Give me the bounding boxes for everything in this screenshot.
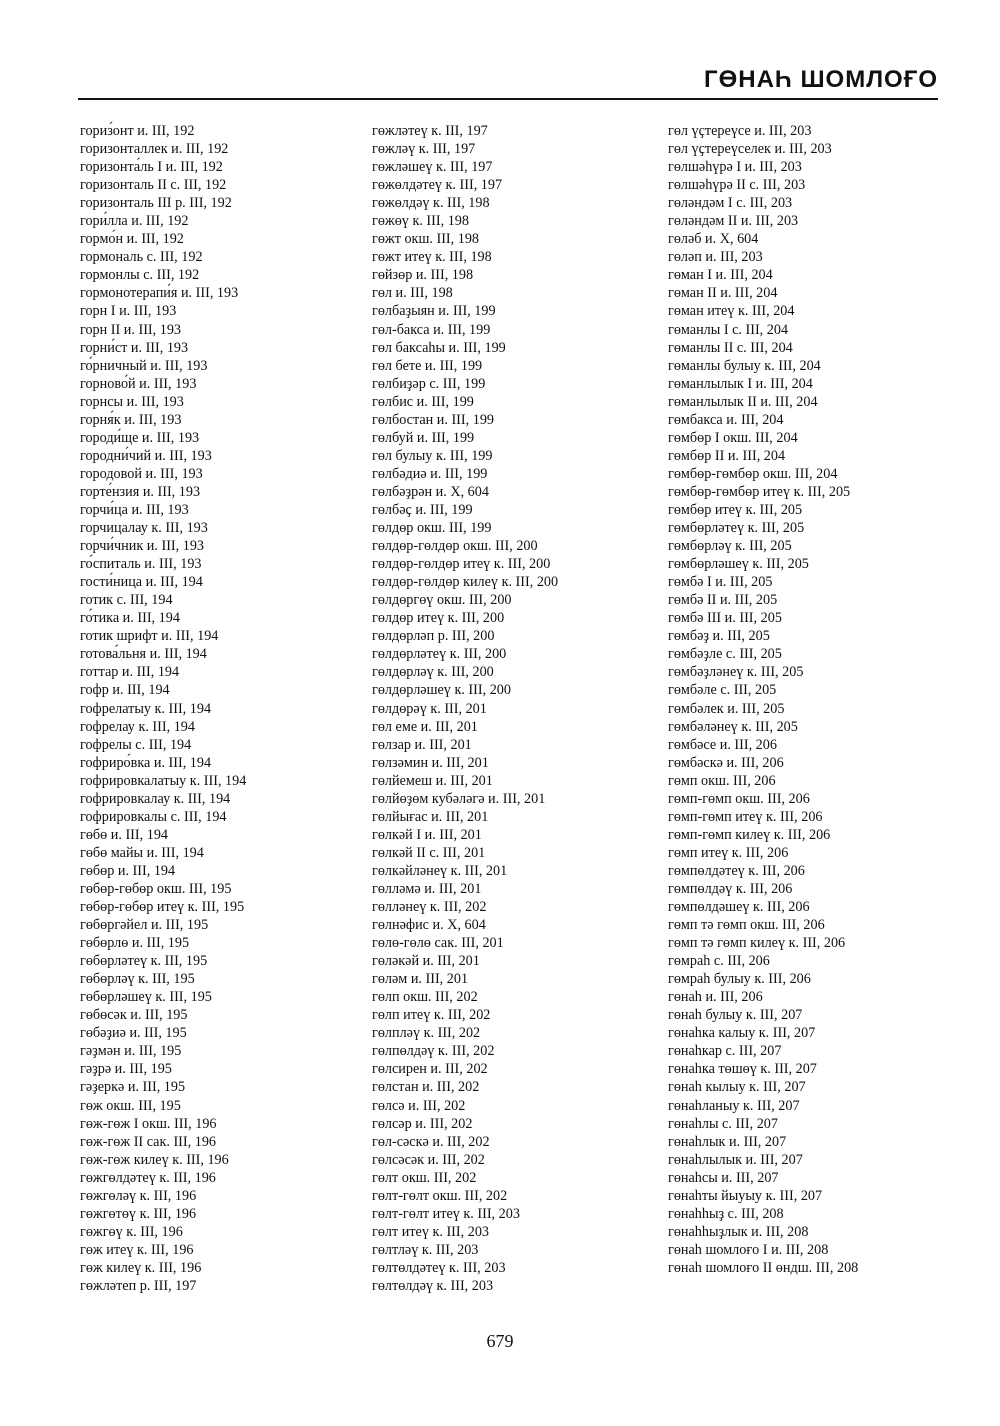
dictionary-entry: гөлп итеү к. III, 202 xyxy=(372,1007,491,1024)
dictionary-entry: гөмбөрләшеү к. III, 205 xyxy=(668,556,809,573)
dictionary-entry: гөнаһка төшөү к. III, 207 xyxy=(668,1061,817,1078)
dictionary-entry: гөлшәһүрә II с. III, 203 xyxy=(668,177,806,194)
dictionary-entry: горчи́чник и. III, 193 xyxy=(80,538,205,555)
dictionary-entry: го́тика и. III, 194 xyxy=(80,610,180,627)
dictionary-entry: гөлдөргөү окш. III, 200 xyxy=(372,592,512,609)
dictionary-column-1 xyxy=(80,122,246,1295)
dictionary-entry: гормонотерапи́я и. III, 193 xyxy=(80,285,239,302)
dictionary-entry: гөнаһ булыу к. III, 207 xyxy=(668,1007,803,1024)
dictionary-entry: гөжөлдәтеү к. III, 197 xyxy=(372,177,503,194)
dictionary-entry: горизонталлек и. III, 192 xyxy=(80,141,229,158)
dictionary-entry: гөлдөрләтеү к. III, 200 xyxy=(372,646,507,663)
dictionary-entry: гөбөсәк и. III, 195 xyxy=(80,1007,188,1024)
dictionary-entry: готик с. III, 194 xyxy=(80,592,173,609)
dictionary-entry: городни́чий и. III, 193 xyxy=(80,447,212,464)
dictionary-entry: гөбө и. III, 194 xyxy=(80,826,169,843)
dictionary-entry: гөжгөтөү к. III, 196 xyxy=(80,1205,197,1222)
dictionary-entry: гөнаһһыҙлык и. III, 208 xyxy=(668,1223,809,1240)
dictionary-entry: гөлйөҙөм кубәләгә и. III, 201 xyxy=(372,790,546,807)
dictionary-entry: гөнаһкар с. III, 207 xyxy=(668,1043,782,1060)
dictionary-entry: гөнаһ и. III, 206 xyxy=(668,989,763,1006)
dictionary-entry: гөләп и. III, 203 xyxy=(668,249,763,266)
dictionary-entry: гөләкәй и. III, 201 xyxy=(372,953,480,970)
dictionary-entry: гөнаһка калыу к. III, 207 xyxy=(668,1025,816,1042)
dictionary-entry: гөж-гөж килеү к. III, 196 xyxy=(80,1151,229,1168)
dictionary-entry: гөмбөрләү к. III, 205 xyxy=(668,538,792,555)
dictionary-entry: гөлдөр-гөлдөр итеү к. III, 200 xyxy=(372,556,551,573)
dictionary-entry: гөлбис и. III, 199 xyxy=(372,393,474,410)
dictionary-entry: гөлзар и. III, 201 xyxy=(372,736,472,753)
dictionary-entry: горнсы и. III, 193 xyxy=(80,393,184,410)
dictionary-entry: гөл и. III, 198 xyxy=(372,285,453,302)
dictionary-entry: гөлйығас и. III, 201 xyxy=(372,808,489,825)
dictionary-entry: гөж-гөж II сак. III, 196 xyxy=(80,1133,217,1150)
dictionary-entry: гөман II и. III, 204 xyxy=(668,285,778,302)
page-number: 679 xyxy=(486,1331,514,1351)
dictionary-entry: гөлдөр-гөлдөр килеү к. III, 200 xyxy=(372,574,559,591)
dictionary-entry: гөманлы I с. III, 204 xyxy=(668,321,789,338)
dictionary-entry: горчицалау к. III, 193 xyxy=(80,520,208,537)
dictionary-entry: гөл еме и. III, 201 xyxy=(372,718,478,735)
dictionary-entry: гөнаһсы и. III, 207 xyxy=(668,1169,779,1186)
dictionary-entry: гөл баксаһы и. III, 199 xyxy=(372,339,506,356)
dictionary-entry: гөмбә I и. III, 205 xyxy=(668,574,773,591)
dictionary-entry: го́спиталь и. III, 193 xyxy=(80,556,202,573)
dictionary-entry: гөлзәмин и. III, 201 xyxy=(372,754,489,771)
dictionary-entry: гөмпөлдәшеү к. III, 206 xyxy=(668,899,810,916)
dictionary-entry: городи́ще и. III, 193 xyxy=(80,429,200,446)
dictionary-entry: гөжгөләү к. III, 196 xyxy=(80,1187,197,1204)
dictionary-entry: гөлкәйләнеү к. III, 201 xyxy=(372,862,508,879)
dictionary-entry: гөмбөр II и. III, 204 xyxy=(668,447,786,464)
dictionary-entry: горня́к и. III, 193 xyxy=(80,411,182,428)
dictionary-entry: гофрировкалатыу к. III, 194 xyxy=(80,772,247,789)
dictionary-entry: гөжләү к. III, 197 xyxy=(372,141,476,158)
dictionary-entry: гөлдөрләшеү к. III, 200 xyxy=(372,682,511,699)
dictionary-entry: гөлпөлдәү к. III, 202 xyxy=(372,1043,495,1060)
dictionary-entry: гөмп окш. III, 206 xyxy=(668,772,776,789)
dictionary-entry: гости́ница и. III, 194 xyxy=(80,574,203,591)
dictionary-entry: горте́нзия и. III, 193 xyxy=(80,483,201,500)
dictionary-entry: гөнаһлылык и. III, 207 xyxy=(668,1151,803,1168)
dictionary-entry: гөлбәҫ и. III, 199 xyxy=(372,501,473,518)
dictionary-entry: гөмбәҙләнеү к. III, 205 xyxy=(668,664,804,681)
dictionary-entry: гофрировкалы с. III, 194 xyxy=(80,808,227,825)
dictionary-entry: гөжөлдәү к. III, 198 xyxy=(372,195,490,212)
dictionary-entry: гөмбәскә и. III, 206 xyxy=(668,754,784,771)
dictionary-entry: гөлдөрләп р. III, 200 xyxy=(372,628,495,645)
dictionary-entry: гөбөрлө и. III, 195 xyxy=(80,935,190,952)
dictionary-entry: гөмп-гөмп килеү к. III, 206 xyxy=(668,826,831,843)
dictionary-entry: гөлбәдиә и. III, 199 xyxy=(372,465,488,482)
dictionary-entry: гөлләнеү к. III, 202 xyxy=(372,899,487,916)
dictionary-entry: гөманлы II с. III, 204 xyxy=(668,339,793,356)
dictionary-entry: гөнаһты йыуыу к. III, 207 xyxy=(668,1187,823,1204)
dictionary-entry: гөжгөлдәтеү к. III, 196 xyxy=(80,1169,216,1186)
dictionary-entry: горново́й и. III, 193 xyxy=(80,375,197,392)
dictionary-entry: гөлйемеш и. III, 201 xyxy=(372,772,493,789)
dictionary-entry: гөлкәй II с. III, 201 xyxy=(372,844,486,861)
dictionary-entry: гөнаһ шомлоғо II өндш. III, 208 xyxy=(668,1259,859,1276)
dictionary-entry: гөжөү к. III, 198 xyxy=(372,213,469,230)
dictionary-entry: гофрелатыу к. III, 194 xyxy=(80,700,212,717)
dictionary-entry: гормо́н и. III, 192 xyxy=(80,231,184,248)
dictionary-entry: гөбөр-гөбөр окш. III, 195 xyxy=(80,880,232,897)
dictionary-entry: гөбө майы и. III, 194 xyxy=(80,844,204,861)
dictionary-entry: гөмбә III и. III, 205 xyxy=(668,610,782,627)
dictionary-entry: гөманлылык II и. III, 204 xyxy=(668,393,818,410)
dictionary-entry: гәҙрә и. III, 195 xyxy=(80,1061,172,1078)
dictionary-entry: горизонталь III р. III, 192 xyxy=(80,195,232,212)
dictionary-entry: гөмп итеү к. III, 206 xyxy=(668,844,789,861)
dictionary-entry: гөлбиҙәр с. III, 199 xyxy=(372,375,486,392)
dictionary-entry: гөл бете и. III, 199 xyxy=(372,357,483,374)
dictionary-entry: гөлтләү к. III, 203 xyxy=(372,1241,479,1258)
dictionary-entry: гөлсирен и. III, 202 xyxy=(372,1061,488,1078)
dictionary-entry: гөлдөрәү к. III, 201 xyxy=(372,700,487,717)
dictionary-entry: гөжт итеү к. III, 198 xyxy=(372,249,492,266)
dictionary-entry: гори́лла и. III, 192 xyxy=(80,213,189,230)
dictionary-entry: гөманлылык I и. III, 204 xyxy=(668,375,813,392)
dictionary-entry: гөмраһ булыу к. III, 206 xyxy=(668,971,811,988)
dictionary-entry: гөмбөр итеү к. III, 205 xyxy=(668,501,803,518)
dictionary-entry: гөлп окш. III, 202 xyxy=(372,989,478,1006)
dictionary-entry: гофрелау к. III, 194 xyxy=(80,718,195,735)
dictionary-entry: гөлбостан и. III, 199 xyxy=(372,411,495,428)
dictionary-entry: гөлнәфис и. X, 604 xyxy=(372,917,486,934)
dictionary-entry: гөнаһланыу к. III, 207 xyxy=(668,1097,800,1114)
dictionary-entry: гөмбөр-гөмбөр итеү к. III, 205 xyxy=(668,483,851,500)
dictionary-entry: гөлт окш. III, 202 xyxy=(372,1169,477,1186)
dictionary-entry: гөмп тә гөмп окш. III, 206 xyxy=(668,917,825,934)
dictionary-entry: гөман итеү к. III, 204 xyxy=(668,303,795,320)
dictionary-entry: гөжгөү к. III, 196 xyxy=(80,1223,183,1240)
dictionary-entry: гөләб и. X, 604 xyxy=(668,231,759,248)
dictionary-entry: гөлдөр-гөлдөр окш. III, 200 xyxy=(372,538,538,555)
dictionary-entry: гөлбуй и. III, 199 xyxy=(372,429,475,446)
dictionary-entry: гөбөрләшеү к. III, 195 xyxy=(80,989,212,1006)
dictionary-entry: гөмпөлдәү к. III, 206 xyxy=(668,880,793,897)
dictionary-entry: гөл-бакса и. III, 199 xyxy=(372,321,491,338)
dictionary-column-2 xyxy=(372,122,558,1295)
dictionary-entry: гөмп-гөмп окш. III, 206 xyxy=(668,790,810,807)
dictionary-entry: горн II и. III, 193 xyxy=(80,321,182,338)
dictionary-entry: гөнаһлы с. III, 207 xyxy=(668,1115,778,1132)
dictionary-entry: гөләндәм II и. III, 203 xyxy=(668,213,799,230)
dictionary-entry: гөлсәр и. III, 202 xyxy=(372,1115,473,1132)
dictionary-entry: гөнаһлык и. III, 207 xyxy=(668,1133,787,1150)
dictionary-entry: гөл булыу к. III, 199 xyxy=(372,447,493,464)
dictionary-entry: гөжләтеп р. III, 197 xyxy=(80,1278,197,1294)
dictionary-entry: гөж итеү к. III, 196 xyxy=(80,1241,194,1258)
dictionary-entry: гөмбәле с. III, 205 xyxy=(668,682,777,699)
dictionary-entry: горизонталь II с. III, 192 xyxy=(80,177,227,194)
dictionary-entry: гөлтөлдәү к. III, 203 xyxy=(372,1278,494,1294)
dictionary-entry: гөмп-гөмп итеү к. III, 206 xyxy=(668,808,823,825)
dictionary-entry: гофр и. III, 194 xyxy=(80,682,170,699)
dictionary-entry: гөлбаҙыян и. III, 199 xyxy=(372,303,496,320)
dictionary-entry: гөлдөр итеү к. III, 200 xyxy=(372,610,505,627)
dictionary-entry: гөлсәсәк и. III, 202 xyxy=(372,1151,485,1168)
dictionary-entry: гөбөр и. III, 194 xyxy=(80,862,176,879)
dictionary-entry: гормонлы с. III, 192 xyxy=(80,267,200,284)
dictionary-entry: гөнаһ кылыу к. III, 207 xyxy=(668,1079,806,1096)
dictionary-entry: гөлтөлдәтеү к. III, 203 xyxy=(372,1259,506,1276)
dictionary-entry: горчи́ца и. III, 193 xyxy=(80,501,189,518)
dictionary-entry: гөлләмә и. III, 201 xyxy=(372,880,482,897)
dictionary-entry: горни́ст и. III, 193 xyxy=(80,339,189,356)
dictionary-entry: гөмраһ с. III, 206 xyxy=(668,953,770,970)
dictionary-entry: гөлдөрләү к. III, 200 xyxy=(372,664,494,681)
dictionary-entry: гөнаһһыҙ с. III, 208 xyxy=(668,1205,784,1222)
dictionary-entry: гөлпләү к. III, 202 xyxy=(372,1025,481,1042)
dictionary-entry: гөман I и. III, 204 xyxy=(668,267,773,284)
dictionary-entry: гөбөрләтеү к. III, 195 xyxy=(80,953,208,970)
dictionary-entry: гөбөр-гөбөр итеү к. III, 195 xyxy=(80,899,245,916)
dictionary-entry: гөлсә и. III, 202 xyxy=(372,1097,466,1114)
dictionary-entry: готик шрифт и. III, 194 xyxy=(80,628,219,645)
dictionary-entry: гөмбөрләтеү к. III, 205 xyxy=(668,520,805,537)
dictionary-entry: гөл үҫтереүсе и. III, 203 xyxy=(668,123,812,139)
dictionary-entry: гөлө-гөлө сак. III, 201 xyxy=(372,935,504,952)
dictionary-entry: гормональ с. III, 192 xyxy=(80,249,203,266)
dictionary-entry: гөмбөр I окш. III, 204 xyxy=(668,429,798,446)
dictionary-entry: гофрировкалау к. III, 194 xyxy=(80,790,231,807)
dictionary-entry: гөжләтеү к. III, 197 xyxy=(372,123,488,139)
dictionary-entry: го́рничный и. III, 193 xyxy=(80,357,208,374)
dictionary-entry: гөмбәҙ и. III, 205 xyxy=(668,628,770,645)
dictionary-entry: гөнаһ шомлоғо I и. III, 208 xyxy=(668,1241,829,1258)
dictionary-entry: гофрелы с. III, 194 xyxy=(80,736,192,753)
dictionary-entry: гөл үҫтереүселек и. III, 203 xyxy=(668,141,832,158)
dictionary-entry: гөмбә II и. III, 205 xyxy=(668,592,778,609)
dictionary-entry: гөлбәҙрән и. X, 604 xyxy=(372,483,489,500)
dictionary-entry: гөл-сәскә и. III, 202 xyxy=(372,1133,490,1150)
dictionary-entry: гөбәҙиә и. III, 195 xyxy=(80,1025,187,1042)
dictionary-entry: гөләм и. III, 201 xyxy=(372,971,469,988)
dictionary-entry: гөмбәсе и. III, 206 xyxy=(668,736,777,753)
dictionary-entry: гөлт-гөлт окш. III, 202 xyxy=(372,1187,508,1204)
dictionary-entry: гөмбәләнеү к. III, 205 xyxy=(668,718,798,735)
dictionary-entry: гөманлы булыу к. III, 204 xyxy=(668,357,821,374)
dictionary-entry: гөмбәҙле с. III, 205 xyxy=(668,646,782,663)
dictionary-entry: гәҙеркә и. III, 195 xyxy=(80,1079,186,1096)
dictionary-entry: готова́льня и. III, 194 xyxy=(80,646,207,663)
dictionary-column-3 xyxy=(668,122,858,1277)
dictionary-entry: гәҙмән и. III, 195 xyxy=(80,1043,182,1060)
dictionary-entry: гориз́онт и. III, 192 xyxy=(80,123,195,139)
dictionary-entry: гөлстан и. III, 202 xyxy=(372,1079,480,1096)
dictionary-entry: гөж-гөж I окш. III, 196 xyxy=(80,1115,217,1132)
dictionary-entry: гөмбакса и. III, 204 xyxy=(668,411,784,428)
dictionary-entry: гөмп тә гөмп килеү к. III, 206 xyxy=(668,935,846,952)
dictionary-entry: гөжләшеү к. III, 197 xyxy=(372,159,493,176)
dictionary-entry: гөж килеү к. III, 196 xyxy=(80,1259,202,1276)
header-rule xyxy=(78,98,938,100)
dictionary-entry: гөйзөр и. III, 198 xyxy=(372,267,474,284)
dictionary-entry: гөмпөлдәтеү к. III, 206 xyxy=(668,862,805,879)
dictionary-entry: гөжт окш. III, 198 xyxy=(372,231,480,248)
dictionary-entry: гөж окш. III, 195 xyxy=(80,1097,181,1114)
dictionary-entry: гөлкәй I и. III, 201 xyxy=(372,826,482,843)
dictionary-entry: городовой и. III, 193 xyxy=(80,465,203,482)
dictionary-entry: гөбөрләү к. III, 195 xyxy=(80,971,195,988)
dictionary-entry: гөлшәһүрә I и. III, 203 xyxy=(668,159,802,176)
page-header-title: ГӨНАҺ ШОМЛОҒО xyxy=(703,66,938,93)
dictionary-entry: гөмбөр-гөмбөр окш. III, 204 xyxy=(668,465,838,482)
dictionary-entry: гөмбәлек и. III, 205 xyxy=(668,700,785,717)
dictionary-entry: горн I и. III, 193 xyxy=(80,303,177,320)
dictionary-entry: гөлдөр окш. III, 199 xyxy=(372,520,492,537)
dictionary-entry: готтар и. III, 194 xyxy=(80,664,180,681)
dictionary-entry: гөлт итеү к. III, 203 xyxy=(372,1223,490,1240)
dictionary-entry: гөләндәм I с. III, 203 xyxy=(668,195,793,212)
dictionary-entry: гөлт-гөлт итеү к. III, 203 xyxy=(372,1205,520,1222)
dictionary-entry: гөбөргәйел и. III, 195 xyxy=(80,917,209,934)
dictionary-entry: гофриро́вка и. III, 194 xyxy=(80,754,212,771)
dictionary-entry: горизонта́ль I и. III, 192 xyxy=(80,159,223,176)
